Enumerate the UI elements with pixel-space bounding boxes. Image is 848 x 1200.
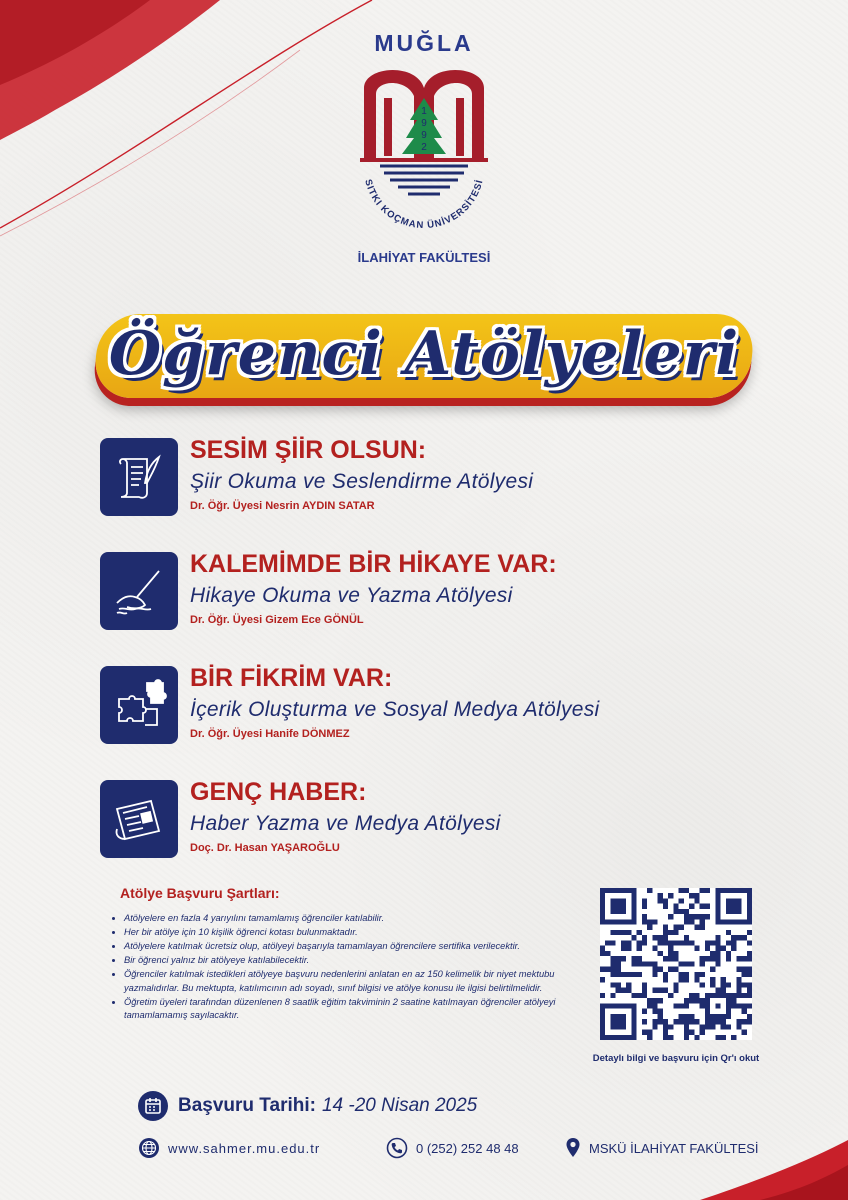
logo-year-4: 2 [421, 142, 427, 153]
list-item: • Atölyelere en fazla 4 yarıyılını tamamlamış öğrenciler katılabilir. [124, 912, 594, 926]
phone-icon [386, 1137, 408, 1159]
workshop-instructor: Dr. Öğr. Üyesi Gizem Ece GÖNÜL [190, 614, 364, 626]
workshop-heading: SESİM ŞİİR OLSUN: [190, 436, 427, 464]
university-logo [350, 58, 498, 238]
workshop-item [100, 666, 780, 746]
globe-icon [138, 1137, 160, 1159]
workshop-subtitle: İçerik Oluşturma ve Sosyal Medya Atölyesi [190, 698, 600, 721]
workshop-heading: GENÇ HABER: [190, 778, 367, 806]
title-banner [88, 300, 760, 408]
requirements-title: Atölye Başvuru Şartları: [120, 885, 280, 901]
workshop-subtitle: Şiir Okuma ve Seslendirme Atölyesi [190, 470, 534, 493]
scroll-quill-icon [100, 438, 178, 516]
date-label: Başvuru Tarihi: [178, 1095, 316, 1116]
website-link[interactable] [138, 1136, 320, 1160]
logo-year-1: 1 [421, 106, 427, 117]
date-value: 14 -20 Nisan 2025 [321, 1095, 478, 1116]
phone-text: 0 (252) 252 48 48 [416, 1140, 519, 1156]
logo-year-3: 9 [421, 130, 427, 141]
logo-year-2: 9 [421, 118, 427, 129]
list-item: • Öğretim üyeleri tarafından düzenlenen 8 saatlik eğitim takviminin 2 saatine katılmayan öğrenciler atölyeyi tamamlamamış sayılacaktır. [124, 996, 594, 1023]
list-item: • Bir öğrenci yalnız bir atölyeye katılabilecektir. [124, 954, 594, 968]
qr-code[interactable] [600, 888, 752, 1040]
calendar-icon [138, 1091, 168, 1121]
workshop-item [100, 552, 780, 632]
workshop-subtitle: Haber Yazma ve Medya Atölyesi [190, 812, 501, 835]
requirements-list [108, 912, 594, 1023]
workshop-instructor: Dr. Öğr. Üyesi Nesrin AYDIN SATAR [190, 500, 375, 512]
location-link[interactable] [565, 1136, 759, 1160]
workshop-instructor: Doç. Dr. Hasan YAŞAROĞLU [190, 842, 340, 854]
workshop-subtitle: Hikaye Okuma ve Yazma Atölyesi [190, 584, 513, 607]
workshop-heading: BİR FİKRİM VAR: [190, 664, 393, 692]
list-item: • Her bir atölye için 10 kişilik öğrenci kotası bulunmaktadır. [124, 926, 594, 940]
list-item: • Atölyelere katılmak ücretsiz olup, atölyeyi başarıyla tamamlayan öğrencilere sertifika verilecektir. [124, 940, 594, 954]
website-text: www.sahmer.mu.edu.tr [168, 1140, 321, 1156]
workshop-instructor: Dr. Öğr. Üyesi Hanife DÖNMEZ [190, 728, 350, 740]
location-pin-icon [565, 1137, 581, 1159]
hand-writing-icon [100, 552, 178, 630]
phone-link[interactable] [386, 1136, 519, 1160]
logo-ring-text: SITKI KOÇMAN ÜNİVERSİTESİ [362, 178, 486, 232]
faculty-name: İLAHİYAT FAKÜLTESİ [357, 250, 491, 265]
newspaper-icon [100, 780, 178, 858]
list-item: • Öğrenciler katılmak istedikleri atölyeye başvuru nedenlerini anlatan en az 150 kelimelik bir niyet mektubu yazmalıdırlar. Bu mektupta, katılımcının adı soyadı, sınıf bilgisi ve atölye konusu ile ilgisi belirtilmelidir. [124, 968, 594, 995]
application-date [138, 1090, 477, 1122]
qr-caption: Detaylı bilgi ve başvuru için Qr'ı okut [592, 1053, 760, 1064]
university-name: MUĞLA [374, 30, 474, 56]
puzzle-icon [100, 666, 178, 744]
workshop-item [100, 438, 780, 518]
workshop-item [100, 780, 780, 860]
page-title: Öğrenci Atölyeleri [108, 319, 740, 389]
location-text: MSKÜ İLAHİYAT FAKÜLTESİ [589, 1140, 759, 1156]
workshop-heading: KALEMİMDE BİR HİKAYE VAR: [190, 550, 557, 578]
